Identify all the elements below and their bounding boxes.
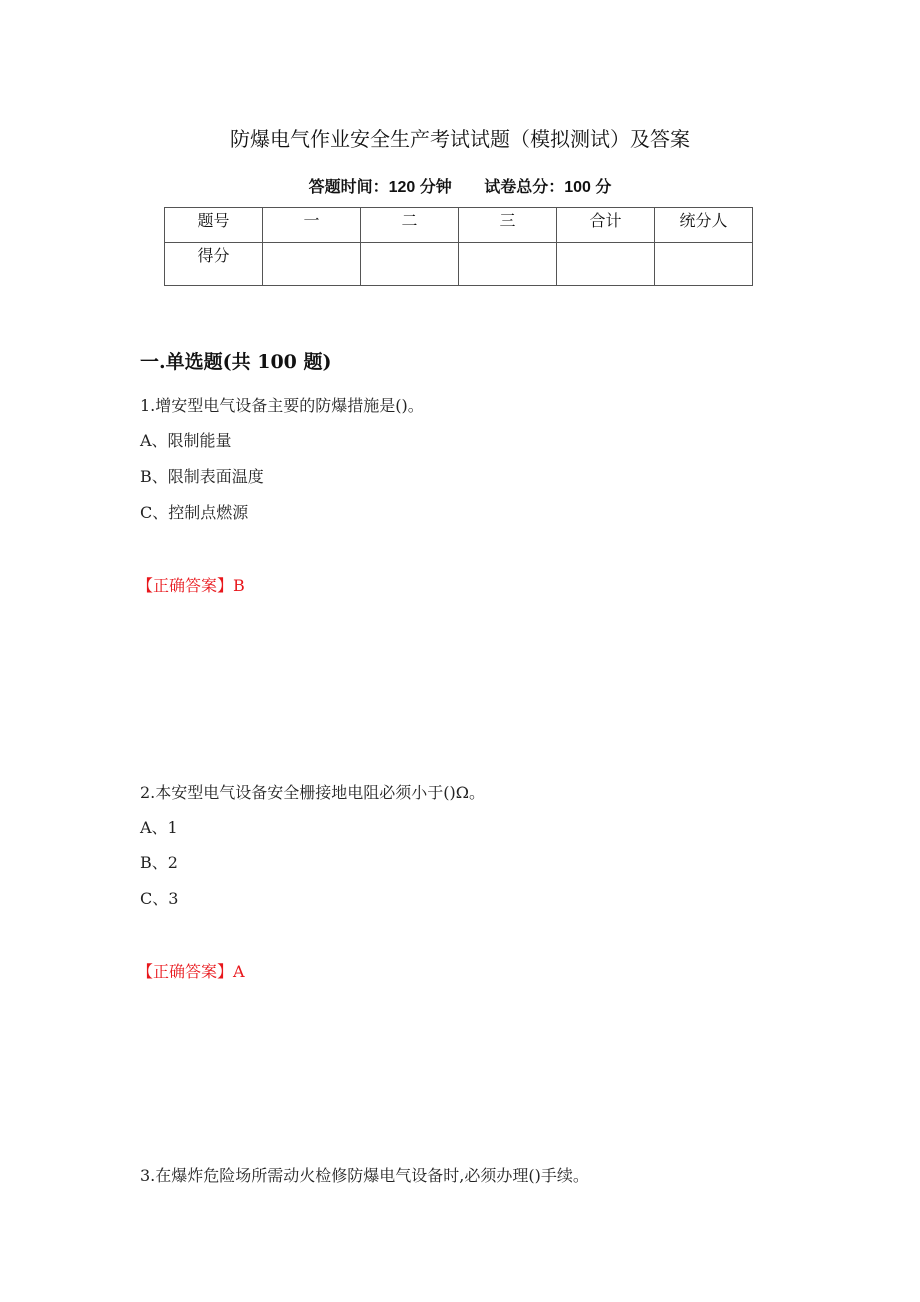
header-cell: 一: [263, 208, 361, 243]
answer-label: 【正确答案】: [137, 576, 234, 595]
question-2-option-a: A、1: [140, 818, 178, 837]
document-title: 防爆电气作业安全生产考试试题（模拟测试）及答案: [230, 129, 690, 151]
question-2-answer: [137, 959, 245, 982]
header-cell: 三: [459, 208, 557, 243]
section-heading: 一.单选题(共 100 题): [140, 351, 332, 373]
row-label: 得分: [165, 243, 263, 286]
score-table: [164, 207, 753, 286]
answer-value: B: [233, 576, 245, 595]
score-cell: [459, 243, 557, 286]
score-cell: [263, 243, 361, 286]
question-1-answer: [137, 573, 245, 596]
score-table-header-row: [165, 208, 753, 243]
question-3-stem: 3.在爆炸危险场所需动火检修防爆电气设备时,必须办理()手续。: [140, 1166, 589, 1185]
exam-time: 答题时间：120 分钟: [308, 179, 452, 196]
answer-label: 【正确答案】: [137, 962, 234, 981]
question-1-option-c: C、控制点燃源: [140, 503, 249, 522]
header-cell: 合计: [557, 208, 655, 243]
question-2-option-b: B、2: [140, 853, 178, 872]
header-cell: 二: [361, 208, 459, 243]
question-1-option-a: A、限制能量: [140, 431, 232, 450]
answer-value: A: [233, 962, 245, 981]
header-cell: 统分人: [655, 208, 753, 243]
score-table-row: [165, 243, 753, 286]
score-cell: [655, 243, 753, 286]
exam-total-score: 试卷总分：100 分: [484, 179, 612, 196]
question-1-stem: 1.增安型电气设备主要的防爆措施是()。: [140, 396, 424, 415]
question-1-option-b: B、限制表面温度: [140, 467, 264, 486]
question-2-stem: 2.本安型电气设备安全栅接地电阻必须小于()Ω。: [140, 783, 486, 802]
exam-info: [0, 174, 920, 197]
header-cell: 题号: [165, 208, 263, 243]
score-cell: [361, 243, 459, 286]
question-2-option-c: C、3: [140, 889, 179, 908]
score-cell: [557, 243, 655, 286]
